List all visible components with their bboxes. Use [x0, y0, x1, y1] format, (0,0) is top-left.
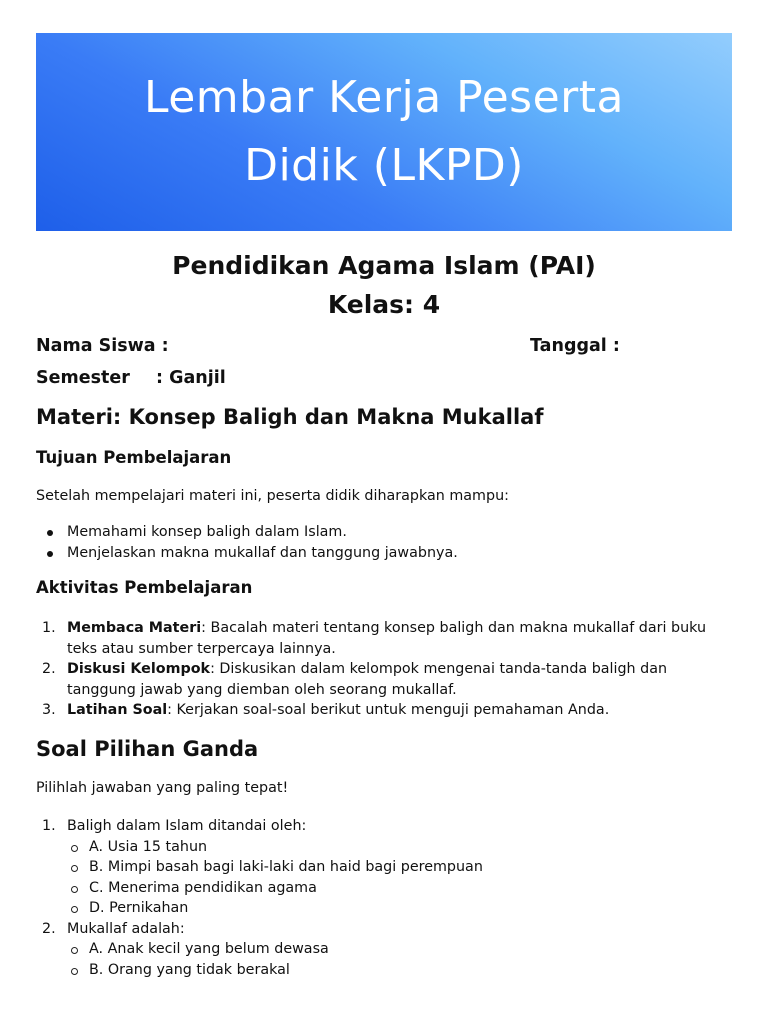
quiz-instruction: Pilihlah jawaban yang paling tepat!: [36, 780, 289, 796]
quiz-question: [36, 816, 483, 919]
list-item: Memahami konsep baligh dalam Islam.: [36, 522, 458, 543]
quiz-heading: Soal Pilihan Ganda: [36, 737, 259, 761]
answer-option: A. Anak kecil yang belum dewasa: [67, 939, 483, 960]
list-number: 3.: [42, 702, 56, 718]
question-number: 2.: [42, 920, 56, 937]
activity-title: Membaca Materi: [67, 620, 202, 636]
options-list: [67, 837, 483, 919]
objectives-intro: Setelah mempelajari materi ini, peserta didik diharapkan mampu:: [36, 488, 509, 504]
title-banner: [36, 33, 732, 231]
activity-text-cont: tanggung jawab yang diemban oleh seorang mukallaf.: [67, 681, 457, 698]
options-list: [67, 939, 483, 980]
list-number: 2.: [42, 661, 56, 677]
banner-title-line-1: Lembar Kerja Peserta: [144, 72, 624, 123]
grade-title: Kelas: 4: [327, 290, 441, 319]
date-label: Tanggal :: [530, 336, 620, 356]
list-item: [36, 618, 706, 659]
question-number: 1.: [42, 818, 56, 834]
quiz-list: [36, 816, 483, 980]
student-name-label: Nama Siswa :: [36, 336, 169, 356]
answer-option: B. Orang yang tidak berakal: [67, 960, 483, 981]
answer-option: D. Pernikahan: [67, 898, 483, 919]
quiz-question: [36, 919, 483, 981]
list-item: Menjelaskan makna mukallaf dan tanggung jawabnya.: [36, 543, 458, 564]
semester-label: Semester: [36, 368, 130, 388]
semester-value: : Ganjil: [156, 368, 226, 388]
question-text: Baligh dalam Islam ditandai oleh:: [67, 818, 307, 834]
list-item: [36, 659, 706, 700]
question-text: Mukallaf adalah:: [67, 920, 185, 937]
answer-option: B. Mimpi basah bagi laki-laki dan haid bagi perempuan: [67, 857, 483, 878]
activity-text: : Bacalah materi tentang konsep baligh dan makna mukallaf dari buku: [201, 620, 707, 636]
answer-option: A. Usia 15 tahun: [67, 837, 483, 858]
objectives-heading: Tujuan Pembelajaran: [36, 448, 232, 467]
answer-option: C. Menerima pendidikan agama: [67, 878, 483, 899]
subject-title: Pendidikan Agama Islam (PAI): [172, 251, 596, 280]
activity-text: : Diskusikan dalam kelompok mengenai tanda-tanda baligh dan: [210, 661, 668, 677]
list-item: [36, 700, 706, 721]
materi-heading: Materi: Konsep Baligh dan Makna Mukallaf: [36, 405, 544, 429]
banner-title-line-2: Didik (LKPD): [244, 140, 524, 191]
activity-text: : Kerjakan soal-soal berikut untuk menguji pemahaman Anda.: [167, 702, 610, 718]
activities-heading: Aktivitas Pembelajaran: [36, 578, 253, 597]
activity-text-cont: teks atau sumber terpercaya lainnya.: [67, 640, 336, 657]
activities-list: [36, 618, 706, 721]
activity-title: Diskusi Kelompok: [67, 661, 211, 677]
list-number: 1.: [42, 620, 56, 636]
activity-title: Latihan Soal: [67, 702, 168, 718]
objectives-list: [36, 522, 458, 564]
